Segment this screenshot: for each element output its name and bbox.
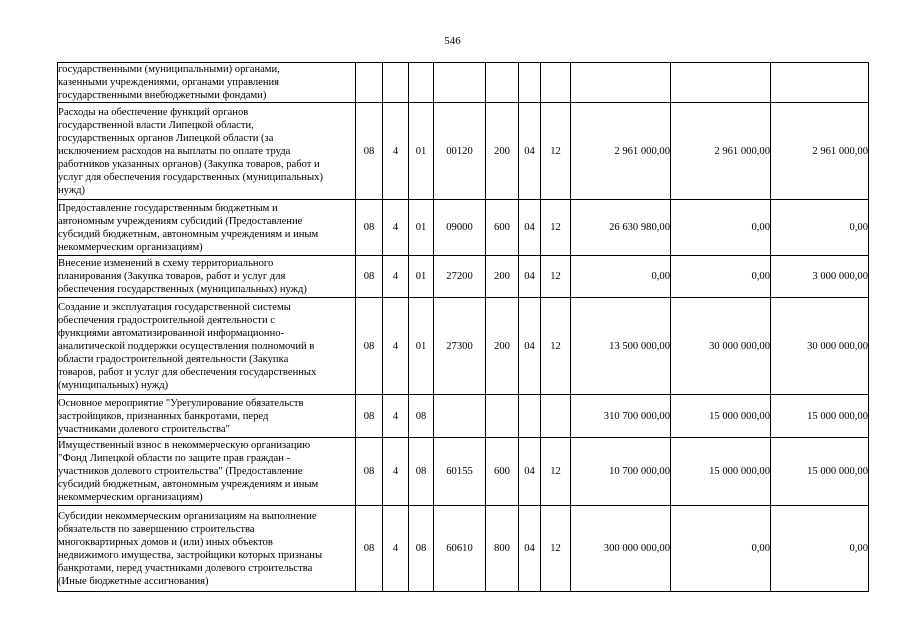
amount-cell <box>771 63 869 103</box>
code-cell <box>486 63 519 103</box>
code-cell: 04 <box>519 506 541 592</box>
amount-cell: 2 961 000,00 <box>671 103 771 200</box>
description-line: нужд) <box>58 184 86 196</box>
code-cell: 60610 <box>434 506 486 592</box>
code-cell: 27300 <box>434 298 486 395</box>
amount-cell: 0,00 <box>671 200 771 256</box>
description-line: Субсидии некоммерческим организациям на выполнение <box>58 510 317 522</box>
description-cell <box>58 438 356 506</box>
amount-cell: 0,00 <box>771 200 869 256</box>
code-cell: 04 <box>519 438 541 506</box>
code-cell: 4 <box>383 438 409 506</box>
amount-cell: 13 500 000,00 <box>571 298 671 395</box>
amount-cell: 0,00 <box>571 256 671 298</box>
description-line: аналитической поддержки осуществления полномочий в <box>58 340 315 352</box>
code-cell <box>409 63 434 103</box>
code-cell <box>541 63 571 103</box>
code-cell: 4 <box>383 298 409 395</box>
description-line: казенными учреждениями, органами управления <box>58 77 280 88</box>
amount-cell: 15 000 000,00 <box>671 395 771 438</box>
code-cell <box>356 63 383 103</box>
description-line: работников указанных органов) (Закупка товаров, работ и <box>58 158 320 170</box>
description-line: функциями автоматизированной информационно- <box>58 327 285 339</box>
code-cell: 4 <box>383 200 409 256</box>
code-cell: 08 <box>356 395 383 438</box>
description-line: недвижимого имущества, застройщики которых признаны <box>58 549 323 561</box>
code-cell: 00120 <box>434 103 486 200</box>
description-line: некоммерческим организациям) <box>58 492 203 503</box>
code-cell: 08 <box>356 298 383 395</box>
page-number: 546 <box>444 35 461 47</box>
code-cell: 4 <box>383 395 409 438</box>
description-line: обеспечения градостроительной деятельности с <box>58 314 275 326</box>
description-line: услуг для обеспечения государственных (муниципальных) <box>58 171 323 183</box>
code-cell: 12 <box>541 298 571 395</box>
code-cell <box>486 395 519 438</box>
code-cell: 08 <box>356 438 383 506</box>
amount-cell: 0,00 <box>671 506 771 592</box>
code-cell: 4 <box>383 256 409 298</box>
description-line: (Иные бюджетные ассигнования) <box>58 575 209 587</box>
code-cell: 200 <box>486 256 519 298</box>
amount-cell: 26 630 980,00 <box>571 200 671 256</box>
amount-cell: 10 700 000,00 <box>571 438 671 506</box>
amount-cell: 15 000 000,00 <box>671 438 771 506</box>
description-line: государственной власти Липецкой области, <box>58 119 254 131</box>
table-row <box>58 506 869 592</box>
code-cell: 09000 <box>434 200 486 256</box>
code-cell: 200 <box>486 103 519 200</box>
table-row <box>58 63 869 103</box>
code-cell <box>519 63 541 103</box>
description-line: банкротами, перед участниками долевого строительства <box>58 562 313 574</box>
table-row <box>58 103 869 200</box>
code-cell <box>541 395 571 438</box>
table-row <box>58 298 869 395</box>
description-line: планирования (Закупка товаров, работ и услуг для <box>58 271 286 282</box>
description-cell <box>58 506 356 592</box>
description-line: субсидий бюджетным, автономным учреждениям и иным <box>58 228 319 240</box>
description-line: "Фонд Липецкой области по защите прав граждан - <box>58 453 291 464</box>
description-line: участников долевого строительства" (Предоставление <box>58 466 303 477</box>
amount-cell: 30 000 000,00 <box>671 298 771 395</box>
description-cell <box>58 298 356 395</box>
description-line: субсидий бюджетным, автономным учреждениям и иным <box>58 479 319 490</box>
code-cell: 08 <box>356 103 383 200</box>
code-cell: 27200 <box>434 256 486 298</box>
description-cell <box>58 63 356 103</box>
description-line: товаров, работ и услуг для обеспечения государственных <box>58 366 317 378</box>
code-cell: 04 <box>519 256 541 298</box>
description-line: Основное мероприятие "Урегулирование обязательств <box>58 397 304 409</box>
amount-cell: 15 000 000,00 <box>771 395 869 438</box>
code-cell <box>434 395 486 438</box>
description-cell <box>58 103 356 200</box>
code-cell: 12 <box>541 103 571 200</box>
code-cell: 04 <box>519 103 541 200</box>
description-line: обязательств по завершению строительства <box>58 523 255 535</box>
amount-cell: 3 000 000,00 <box>771 256 869 298</box>
code-cell: 08 <box>356 256 383 298</box>
description-line: Предоставление государственным бюджетным и <box>58 202 278 214</box>
code-cell <box>434 63 486 103</box>
description-line: (муниципальных) нужд) <box>58 379 169 391</box>
code-cell <box>383 63 409 103</box>
code-cell: 200 <box>486 298 519 395</box>
code-cell: 12 <box>541 256 571 298</box>
budget-table <box>57 62 869 592</box>
amount-cell: 2 961 000,00 <box>771 103 869 200</box>
code-cell: 08 <box>356 506 383 592</box>
amount-cell <box>571 63 671 103</box>
description-line: некоммерческим организациям) <box>58 241 203 253</box>
description-line: Создание и эксплуатация государственной системы <box>58 301 291 313</box>
amount-cell: 30 000 000,00 <box>771 298 869 395</box>
code-cell: 60155 <box>434 438 486 506</box>
amount-cell: 310 700 000,00 <box>571 395 671 438</box>
code-cell: 4 <box>383 103 409 200</box>
code-cell: 600 <box>486 438 519 506</box>
amount-cell: 0,00 <box>671 256 771 298</box>
code-cell: 01 <box>409 298 434 395</box>
description-cell <box>58 256 356 298</box>
code-cell: 01 <box>409 256 434 298</box>
description-line: Расходы на обеспечение функций органов <box>58 106 249 118</box>
description-line: автономным учреждениям субсидий (Предоставление <box>58 215 303 227</box>
code-cell: 08 <box>356 200 383 256</box>
code-cell: 01 <box>409 200 434 256</box>
table-row <box>58 200 869 256</box>
description-line: государственными внебюджетными фондами) <box>58 90 267 101</box>
description-line: Внесение изменений в схему территориального <box>58 258 274 269</box>
table-row <box>58 395 869 438</box>
description-cell <box>58 395 356 438</box>
description-line: государственных органов Липецкой области (за <box>58 132 274 144</box>
code-cell: 12 <box>541 438 571 506</box>
description-line: исключением расходов на выплаты по оплате труда <box>58 145 291 157</box>
code-cell: 04 <box>519 200 541 256</box>
description-line: области градостроительной деятельности (Закупка <box>58 353 289 365</box>
amount-cell: 0,00 <box>771 506 869 592</box>
code-cell: 08 <box>409 438 434 506</box>
description-line: застройщиков, признанных банкротами, перед <box>58 410 269 422</box>
description-line: участниками долевого строительства" <box>58 423 230 435</box>
amount-cell: 15 000 000,00 <box>771 438 869 506</box>
description-line: государственными (муниципальными) органами, <box>58 64 280 75</box>
description-line: обеспечения государственных (муниципальных) нужд) <box>58 284 307 295</box>
table-row <box>58 438 869 506</box>
code-cell: 12 <box>541 506 571 592</box>
code-cell <box>519 395 541 438</box>
amount-cell: 300 000 000,00 <box>571 506 671 592</box>
description-cell <box>58 200 356 256</box>
code-cell: 01 <box>409 103 434 200</box>
code-cell: 04 <box>519 298 541 395</box>
description-line: многоквартирных домов и (или) иных объектов <box>58 536 273 548</box>
code-cell: 08 <box>409 506 434 592</box>
code-cell: 600 <box>486 200 519 256</box>
code-cell: 4 <box>383 506 409 592</box>
description-line: Имущественный взнос в некоммерческую организацию <box>58 440 311 451</box>
table-row <box>58 256 869 298</box>
amount-cell: 2 961 000,00 <box>571 103 671 200</box>
code-cell: 800 <box>486 506 519 592</box>
code-cell: 12 <box>541 200 571 256</box>
code-cell: 08 <box>409 395 434 438</box>
amount-cell <box>671 63 771 103</box>
